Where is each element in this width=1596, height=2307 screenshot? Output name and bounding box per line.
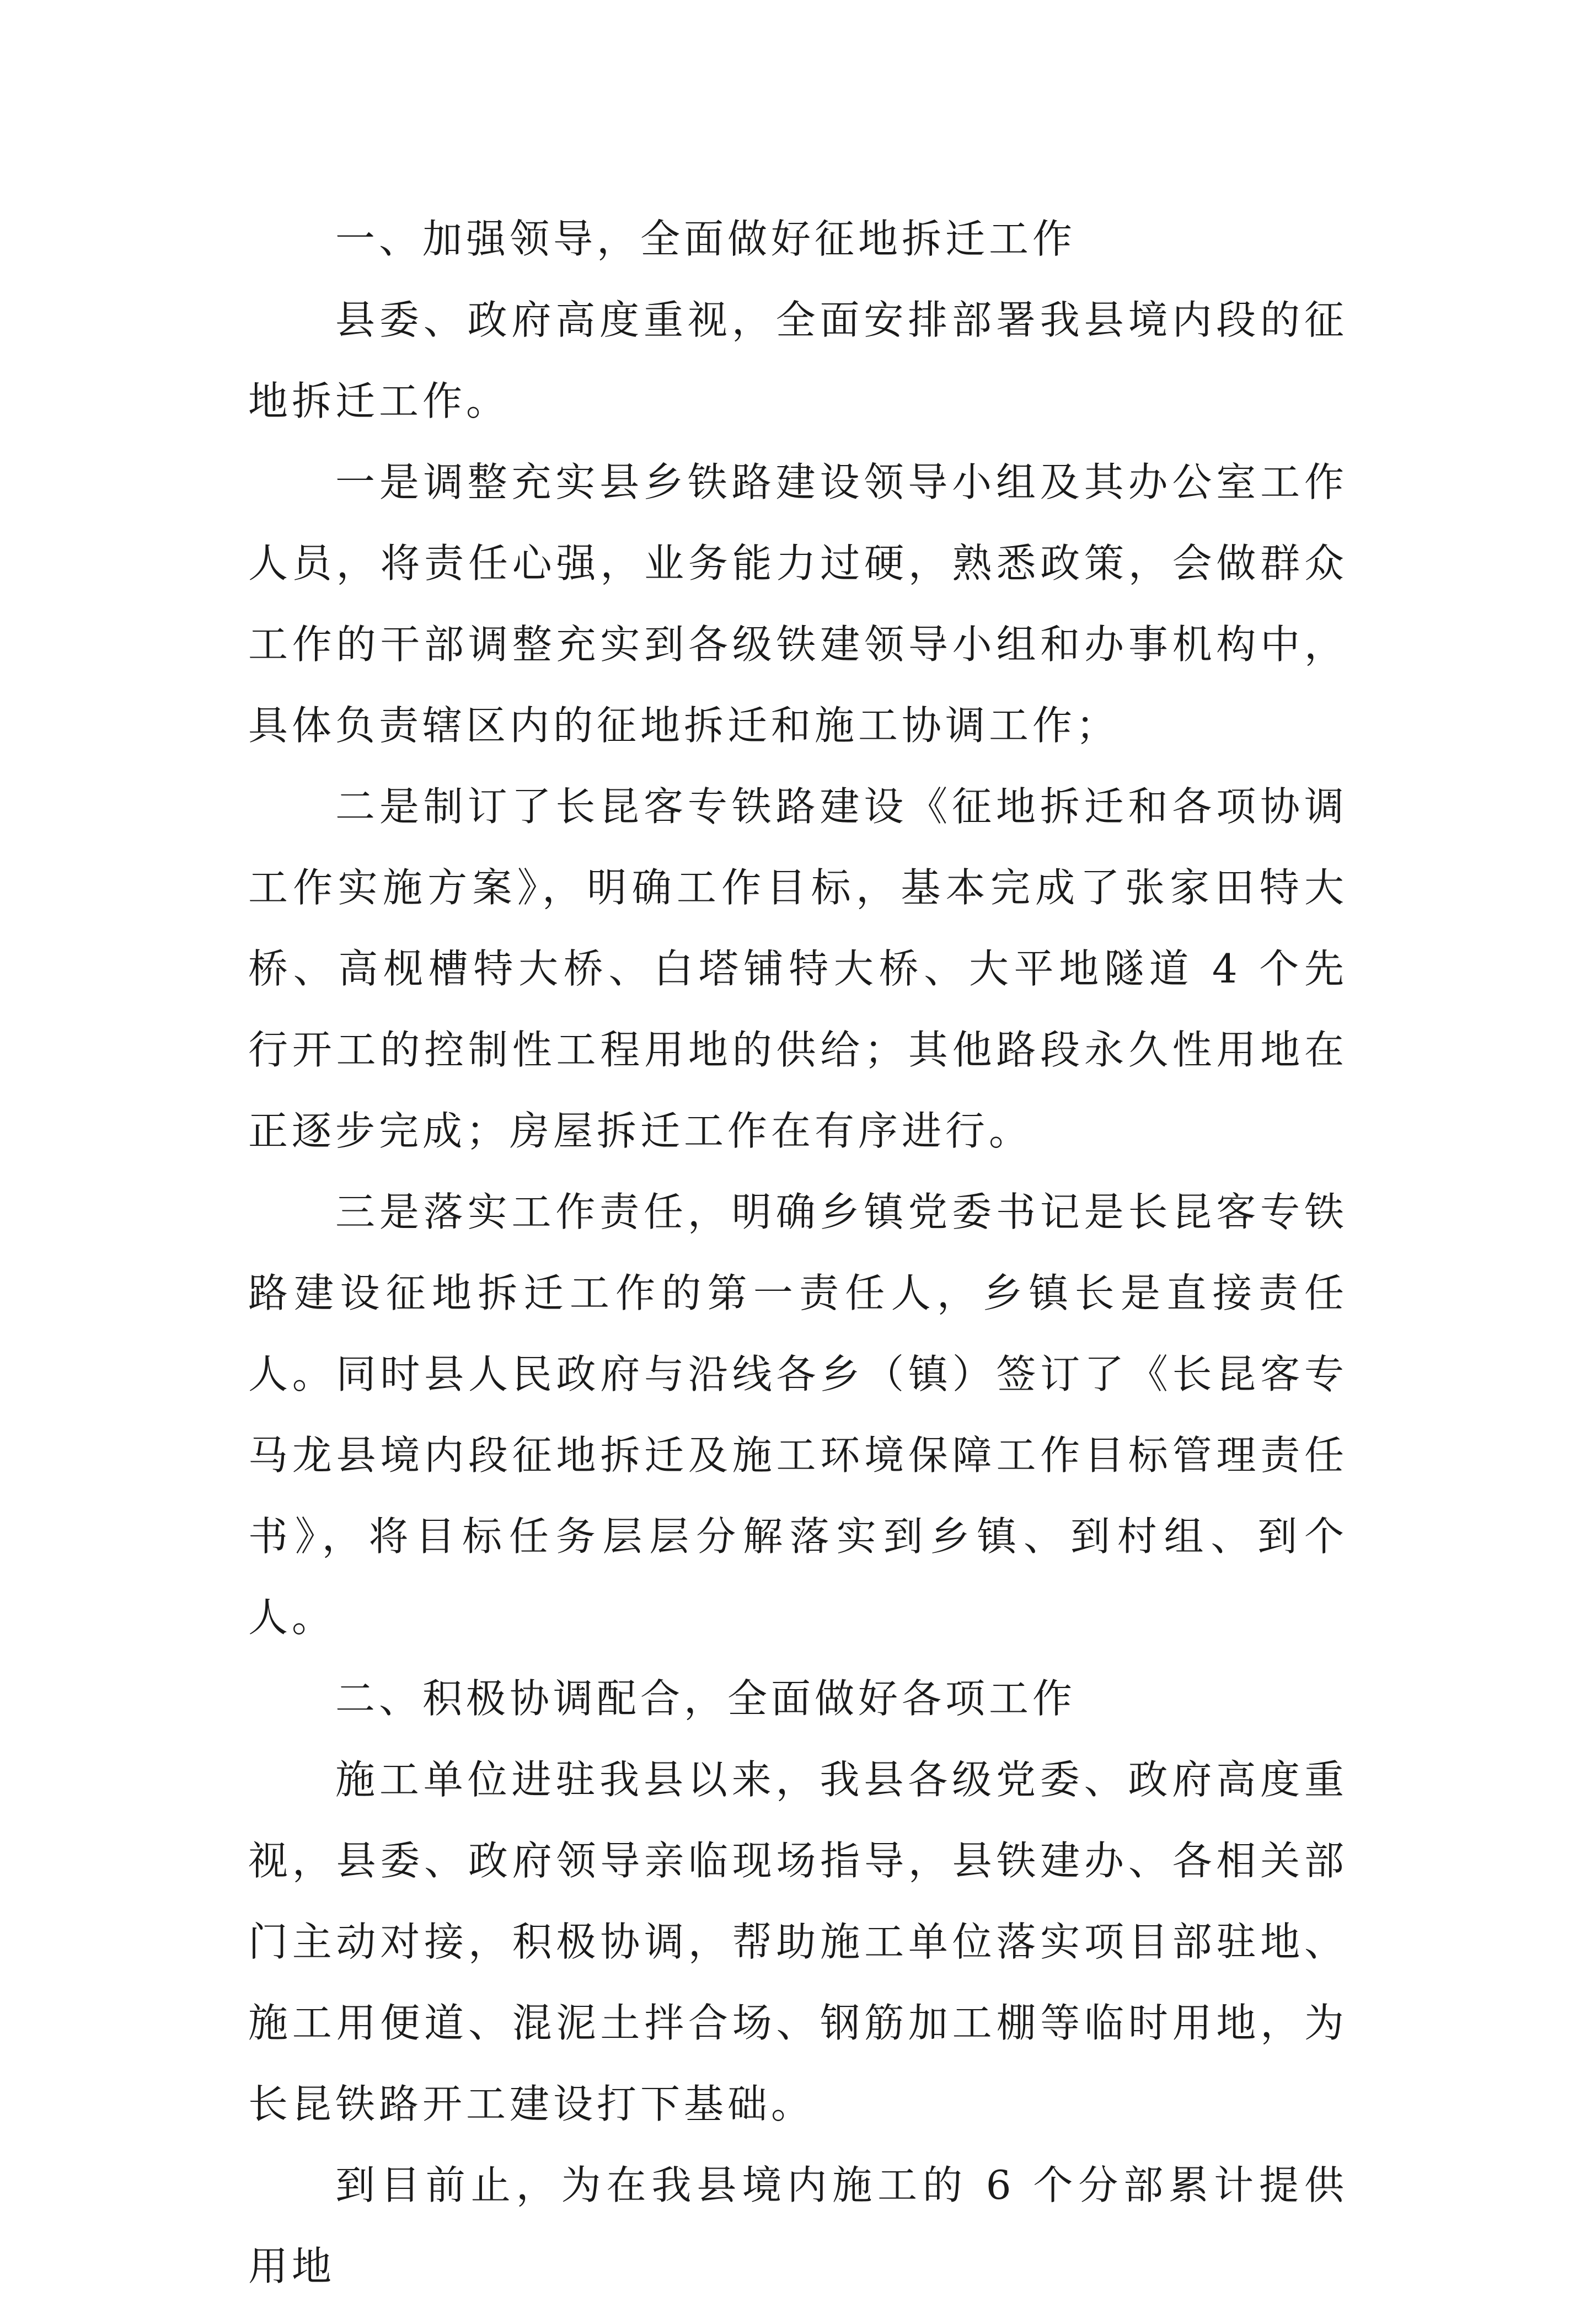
- paragraph: 施工单位进驻我县以来，我县各级党委、政府高度重视，县委、政府领导亲临现场指导，县铁建办、各相关部门主动对接，积极协调，帮助施工单位落实项目部驻地、施工用便道、混泥土拌合场、钢筋加工棚等临时用地，为长昆铁路开工建设打下基础。: [248, 1756, 1348, 2127]
- paragraph: 三是落实工作责任，明确乡镇党委书记是长昆客专铁路建设征地拆迁工作的第一责任人，乡镇长是直接责任人。同时县人民政府与沿线各乡（镇）签订了《长昆客专马龙县境内段征地拆迁及施工环境保障工作目标管理责任书》，将目标任务层层分解落实到乡镇、到村组、到个人。: [248, 1189, 1348, 1641]
- paragraph: 到目前止，为在我县境内施工的 6 个分部累计提供用地: [248, 2162, 1348, 2289]
- paragraph: 一是调整充实县乡铁路建设领导小组及其办公室工作人员，将责任心强，业务能力过硬，熟悉政策，会做群众工作的干部调整充实到各级铁建领导小组和办事机构中，具体负责辖区内的征地拆迁和施工协调工作；: [248, 459, 1348, 749]
- section-heading-1: 一、加强领导，全面做好征地拆迁工作: [335, 216, 1077, 262]
- document-body: [248, 199, 1348, 2307]
- paragraph: 县委、政府高度重视，全面安排部署我县境内段的征地拆迁工作。: [248, 297, 1348, 424]
- section-heading-2: 二、积极协调配合，全面做好各项工作: [335, 1675, 1077, 1722]
- paragraph: 二是制订了长昆客专铁路建设《征地拆迁和各项协调工作实施方案》，明确工作目标，基本完成了张家田特大桥、高枧槽特大桥、白塔铺特大桥、大平地隧道 4 个先行开工的控制性工程用地的供给；其他路段永久性用地在正逐步完成；房屋拆迁工作在有序进行。: [248, 783, 1348, 1154]
